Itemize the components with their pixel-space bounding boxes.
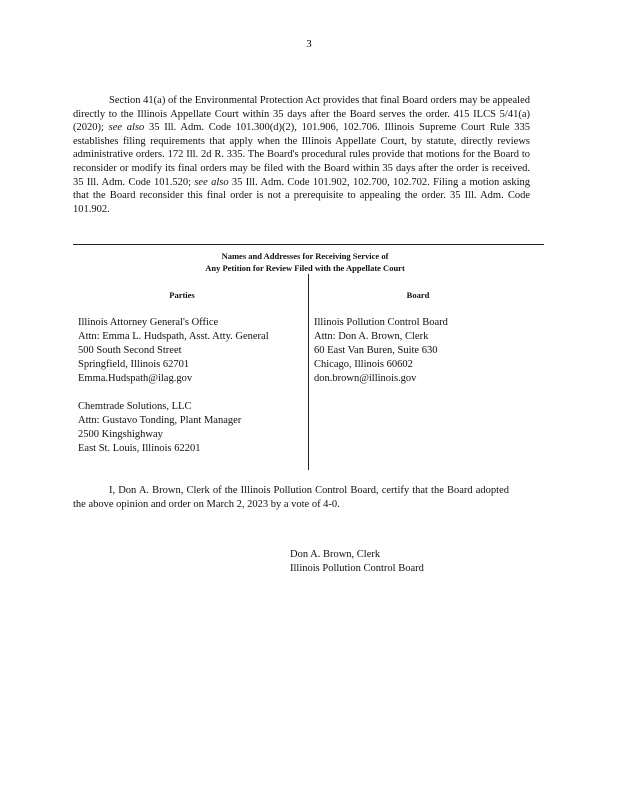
address-line: East St. Louis, Illinois 62201 [78, 443, 201, 454]
appeal-rights-text [73, 94, 530, 216]
address-line: Attn: Don A. Brown, Clerk [314, 331, 429, 342]
appeal-rights-paragraph [73, 94, 530, 216]
appeal-text-part-3: 35 Ill. Adm. Code 101.902, 102.700, 102.702. Filing a motion asking that the Board reconsider this final order is not a prerequisite to appealing the order. 35 Ill. Adm. Code 101.902. [73, 176, 530, 215]
address-line: 2500 Kingshighway [78, 429, 163, 440]
address-line: 60 East Van Buren, Suite 630 [314, 345, 438, 356]
column-divider [308, 274, 309, 470]
address-line: Attn: Gustavo Tonding, Plant Manager [78, 415, 242, 426]
clerk-certification [73, 484, 509, 512]
party-address-chemtrade [78, 400, 241, 456]
signer-name: Don A. Brown, Clerk [290, 549, 381, 560]
appeal-text-part-2: 35 Ill. Adm. Code 101.300(d)(2), 101.906, 102.706. Illinois Supreme Court Rule 335 establishes filing requirements that apply when the Illinois Appellate Court, by statute, directly reviews administrative orders. 172 Ill. 2d R. 335. The Board's procedural rules provide that motions for the Board to reconsider or modify its final orders may be filed with the Board within 35 days after the order is received. 35 Ill. Adm. Code 101.520; [73, 122, 530, 188]
address-line: Illinois Attorney General's Office [78, 317, 219, 328]
email-address: Emma.Hudspath@ilag.gov [78, 373, 193, 384]
service-table-heading [150, 250, 460, 274]
certification-text: I, Don A. Brown, Clerk of the Illinois Pollution Control Board, certify that the Board adopted the above opinion and order on March 2, 2023 by a vote of 4-0. [73, 485, 509, 510]
see-also-citation-1: see also [108, 122, 145, 134]
service-heading-line-1: Names and Addresses for Receiving Service of [221, 251, 389, 261]
service-heading-line-2: Any Petition for Review Filed with the Appellate Court [205, 263, 405, 273]
signer-organization: Illinois Pollution Control Board [290, 563, 424, 574]
address-line: Attn: Emma L. Hudspath, Asst. Atty. General [78, 331, 269, 342]
address-line: Chicago, Illinois 60602 [314, 359, 413, 370]
address-line: Illinois Pollution Control Board [314, 317, 448, 328]
parties-column-header: Parties [169, 290, 195, 300]
email-address: don.brown@illinois.gov [314, 373, 417, 384]
page-number: 3 [306, 38, 312, 50]
board-column-header: Board [406, 290, 430, 300]
address-line: Chemtrade Solutions, LLC [78, 401, 192, 412]
party-address-attorney-general [78, 316, 269, 386]
address-line: 500 South Second Street [78, 345, 182, 356]
signature-block [290, 548, 424, 576]
address-line: Springfield, Illinois 62701 [78, 359, 190, 370]
appeal-text-part-1: Section 41(a) of the Environmental Protection Act provides that final Board orders may be appealed directly to the Illinois Appellate Court within 35 days after the Board serves the order. 415 ILCS 5/41(a) (2020); [73, 95, 530, 134]
see-also-citation-2: see also [194, 176, 229, 188]
board-address [314, 316, 448, 386]
section-divider [73, 244, 544, 245]
